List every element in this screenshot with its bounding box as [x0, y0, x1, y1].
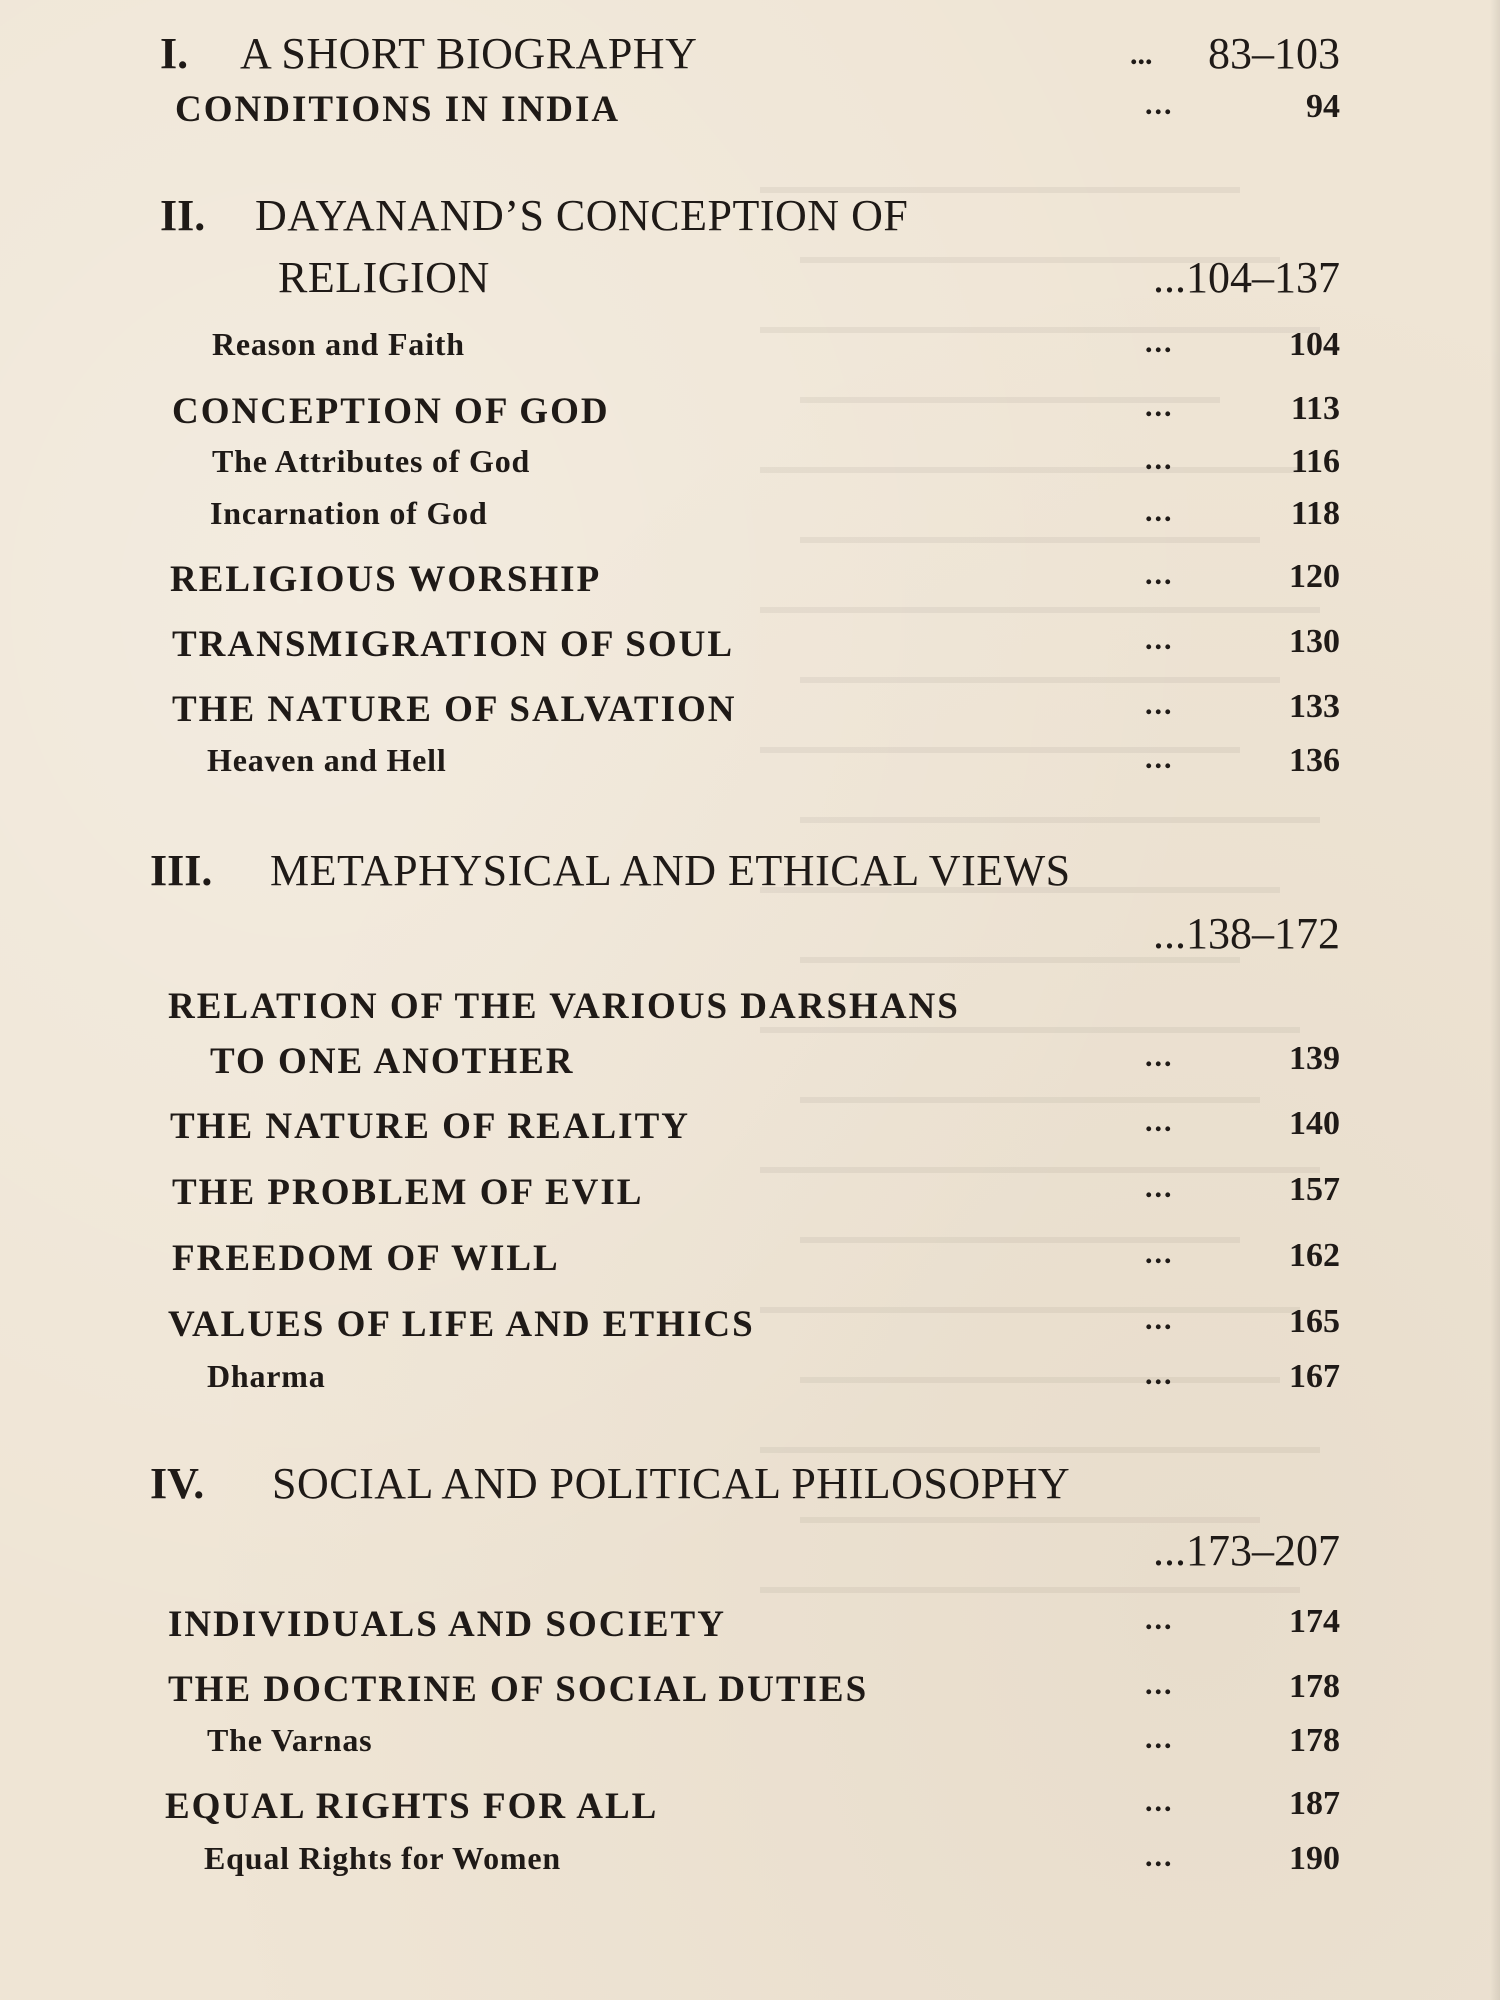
leader-dots: ... [1145, 1237, 1174, 1270]
toc-entry [0, 88, 1500, 148]
entry-label: THE DOCTRINE OF SOCIAL DUTIES [168, 1669, 869, 1710]
chapter-range-line [0, 1525, 1500, 1585]
entry-label: THE PROBLEM OF EVIL [172, 1172, 644, 1213]
chapter-number: III. [150, 846, 213, 895]
leader-dots: ... [1145, 1171, 1174, 1204]
page-number: 130 [1289, 623, 1340, 660]
page-number: 165 [1289, 1303, 1340, 1340]
page-number: 190 [1289, 1840, 1340, 1877]
toc-entry [0, 1303, 1500, 1363]
toc-entry [0, 558, 1500, 618]
page-number: 162 [1289, 1237, 1340, 1274]
leader-dots: ... [1145, 1358, 1174, 1391]
toc-entry [0, 1668, 1500, 1728]
chapter-title-line-1: DAYANAND’S CONCEPTION OF [255, 191, 909, 240]
leader-dots: ... [1145, 88, 1174, 121]
entry-label: The Varnas [207, 1722, 373, 1758]
entry-label: Incarnation of God [210, 495, 488, 531]
page-number: 178 [1289, 1722, 1340, 1759]
leader-dots: ... [1145, 1603, 1174, 1636]
toc-entry [0, 390, 1500, 450]
entry-label: Dharma [207, 1358, 326, 1394]
entry-label: Heaven and Hell [207, 742, 447, 778]
chapter-number: II. [160, 191, 206, 240]
leader-dots: ... [1145, 1668, 1174, 1701]
page-number: 174 [1289, 1603, 1340, 1640]
page-number: 133 [1289, 688, 1340, 725]
chapter-title-line-2: RELIGION [278, 253, 490, 302]
page-number: 118 [1290, 495, 1340, 532]
chapter-number: IV. [150, 1459, 205, 1508]
leader-dots: ... [1145, 495, 1174, 528]
toc-entry [0, 985, 1500, 1045]
chapter-number: I. [160, 29, 189, 78]
chapter-heading-continued [0, 252, 1500, 312]
chapter-heading [0, 28, 1500, 88]
page-number: 120 [1289, 558, 1340, 595]
entry-label: CONDITIONS IN INDIA [175, 89, 621, 130]
page-number: 157 [1289, 1171, 1340, 1208]
entry-label: Reason and Faith [212, 326, 465, 362]
toc-entry [0, 1358, 1500, 1418]
leader-dots: ... [1145, 1722, 1174, 1755]
chapter-heading [0, 190, 1500, 250]
entry-label: Equal Rights for Women [204, 1840, 561, 1876]
leader-dots: ... [1145, 688, 1174, 721]
leader-dots: ... [1145, 742, 1174, 775]
page-number: 178 [1289, 1668, 1340, 1705]
leader-dots: ... [1145, 1840, 1174, 1873]
toc-entry [0, 443, 1500, 503]
entry-label: INDIVIDUALS AND SOCIETY [168, 1604, 726, 1645]
chapter-page-range: ...173–207 [1153, 1526, 1340, 1575]
entry-label: RELIGIOUS WORSHIP [170, 559, 602, 600]
chapter-title: METAPHYSICAL AND ETHICAL VIEWS [270, 846, 1071, 895]
toc-entry [0, 495, 1500, 555]
leader-dots: ... [1145, 1785, 1174, 1818]
toc-entry [0, 1840, 1500, 1900]
leader-dots: ... [1145, 1105, 1174, 1138]
toc-entry [0, 1603, 1500, 1663]
page-number: 116 [1290, 443, 1340, 480]
page-number: 167 [1289, 1358, 1340, 1395]
page-number: 139 [1289, 1040, 1340, 1077]
toc-entry [0, 1171, 1500, 1231]
leader-dots: ... [1130, 38, 1153, 71]
toc-entry [0, 1105, 1500, 1165]
leader-dots: ... [1145, 1040, 1174, 1073]
chapter-title: SOCIAL AND POLITICAL PHILOSOPHY [272, 1459, 1071, 1508]
leader-dots: ... [1145, 623, 1174, 656]
chapter-title: A SHORT BIOGRAPHY [240, 29, 698, 78]
toc-entry [0, 688, 1500, 748]
chapter-page-range: 83–103 [1208, 29, 1340, 78]
page-number: 136 [1289, 742, 1340, 779]
entry-label: FREEDOM OF WILL [172, 1238, 560, 1279]
entry-label: EQUAL RIGHTS FOR ALL [165, 1786, 659, 1827]
page-number: 94 [1306, 88, 1340, 125]
chapter-range-line [0, 908, 1500, 968]
entry-label: TRANSMIGRATION OF SOUL [172, 624, 735, 665]
leader-dots: ... [1145, 443, 1174, 476]
chapter-page-range: ...104–137 [1153, 253, 1340, 302]
entry-label: THE NATURE OF SALVATION [172, 689, 737, 730]
entry-label-line-2: TO ONE ANOTHER [210, 1041, 575, 1082]
toc-entry [0, 623, 1500, 683]
toc-entry-continued [0, 1040, 1500, 1100]
toc-entry [0, 326, 1500, 386]
toc-entry [0, 742, 1500, 802]
page-number: 104 [1289, 326, 1340, 363]
chapter-heading [0, 845, 1500, 905]
leader-dots: ... [1145, 558, 1174, 591]
toc-entry [0, 1722, 1500, 1782]
entry-label-line-1: RELATION OF THE VARIOUS DARSHANS [168, 986, 960, 1027]
page-number: 113 [1290, 390, 1340, 427]
toc-entry [0, 1785, 1500, 1845]
leader-dots: ... [1145, 390, 1174, 423]
page-number: 187 [1289, 1785, 1340, 1822]
chapter-page-range: ...138–172 [1153, 909, 1340, 958]
leader-dots: ... [1145, 326, 1174, 359]
entry-label: The Attributes of God [212, 443, 531, 479]
chapter-heading [0, 1458, 1500, 1518]
page-number: 140 [1289, 1105, 1340, 1142]
entry-label: THE NATURE OF REALITY [170, 1106, 690, 1147]
entry-label: VALUES OF LIFE AND ETHICS [168, 1304, 755, 1345]
leader-dots: ... [1145, 1303, 1174, 1336]
entry-label: CONCEPTION OF GOD [172, 391, 610, 432]
toc-entry [0, 1237, 1500, 1297]
